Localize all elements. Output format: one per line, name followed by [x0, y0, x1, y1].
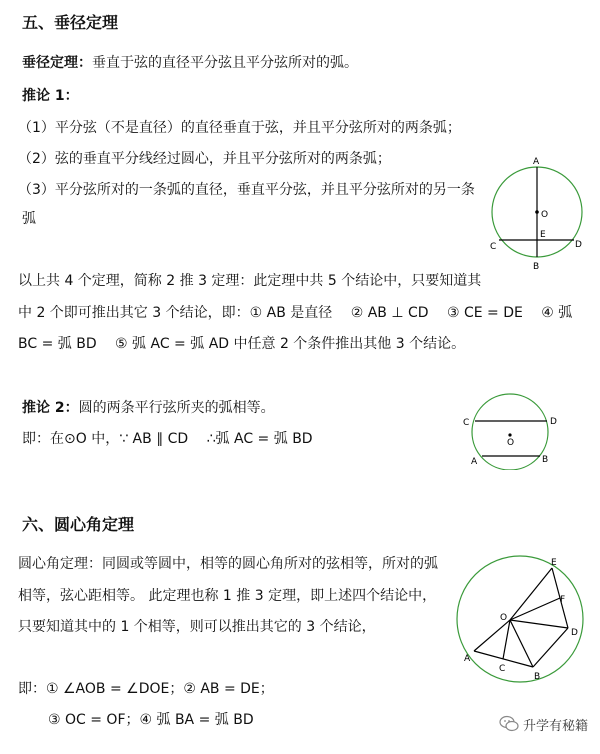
figure-perpendicular-diameter — [478, 155, 588, 275]
theorem-label: 垂径定理： — [22, 55, 92, 71]
label-o: O — [507, 438, 515, 448]
section5-title: 五、垂径定理 — [22, 13, 119, 32]
label-c: C — [463, 418, 470, 428]
equation-line-2: ③ OC = OF；④ 弧 BA = 弧 BD — [48, 712, 254, 728]
label-e: E — [551, 558, 557, 568]
segment-od — [510, 620, 568, 628]
corollary1-item-3: （3）平分弦所对的一条弧的直径，垂直平分弦，并且平分弦所对的另一条 — [18, 182, 475, 198]
corollary2-example: 即：在⊙O 中，∵ AB ∥ CD ∴弧 AC = 弧 BD — [22, 431, 313, 447]
corollary1-item-1: （1）平分弦（不是直径）的直径垂直于弦，并且平分弦所对的两条弧； — [18, 120, 461, 136]
corollary1-item-3-cont: 弧 — [22, 211, 36, 227]
label-a: A — [464, 654, 471, 664]
label-a: A — [471, 457, 478, 467]
corollary1-label: 推论 1： — [22, 88, 79, 104]
label-d: D — [550, 417, 557, 427]
label-o: O — [541, 210, 549, 220]
corollary1-item-2: （2）弦的垂直平分线经过圆心，并且平分弦所对的两条弧； — [18, 151, 391, 167]
summary-line-2: 中 2 个即可推出其它 3 个结论，即：① AB 是直径 ② AB ⊥ CD ③ CE = DE ④ 弧 — [18, 305, 573, 321]
segment-oa — [474, 620, 510, 651]
label-b: B — [533, 262, 540, 272]
label-a: A — [533, 157, 540, 167]
chord-bd — [533, 628, 568, 667]
label-e: E — [540, 230, 546, 240]
corollary2-label: 推论 2： — [22, 400, 79, 416]
section6-title: 六、圆心角定理 — [22, 515, 135, 534]
center-point — [508, 433, 511, 436]
label-o: O — [500, 613, 508, 623]
label-b: B — [542, 455, 549, 465]
center-point — [535, 210, 539, 214]
summary-line-1: 以上共 4 个定理，简称 2 推 3 定理：此定理中共 5 个结论中，只要知道其 — [18, 273, 482, 289]
watermark — [499, 714, 588, 734]
equation-line-1: 即：① ∠AOB = ∠DOE；② AB = DE； — [18, 681, 274, 697]
theorem-text: 垂直于弦的直径平分弦且平分弦所对的弧。 — [92, 55, 358, 71]
watermark-text: 升学有秘籍 — [522, 718, 588, 734]
corollary2-line — [22, 397, 275, 417]
corollary2-text: 圆的两条平行弦所夹的弧相等。 — [78, 400, 275, 416]
central-angle-line-2: 相等，弦心距相等。 此定理也称 1 推 3 定理，即上述四个结论中， — [18, 588, 437, 604]
label-d: D — [571, 628, 578, 638]
figure-parallel-chords — [460, 390, 570, 470]
label-b: B — [534, 672, 541, 682]
label-d: D — [575, 240, 582, 250]
label-f: F — [560, 595, 566, 605]
theorem-line — [22, 52, 358, 72]
segment-of — [510, 598, 560, 620]
segment-ob — [510, 620, 533, 667]
wechat-icon — [499, 714, 519, 734]
circle — [472, 394, 548, 470]
central-angle-line-1: 圆心角定理：同圆或等圆中，相等的圆心角所对的弦相等，所对的弧 — [18, 556, 438, 572]
summary-line-3: BC = 弧 BD ⑤ 弧 AC = 弧 AD 中任意 2 个条件推出其他 3 个结论。 — [18, 336, 466, 352]
label-c: C — [499, 664, 506, 674]
central-angle-line-3: 只要知道其中的 1 个相等，则可以推出其它的 3 个结论， — [18, 619, 376, 635]
segment-oe — [510, 568, 552, 620]
label-c: C — [490, 242, 497, 252]
figure-central-angle — [448, 553, 590, 688]
